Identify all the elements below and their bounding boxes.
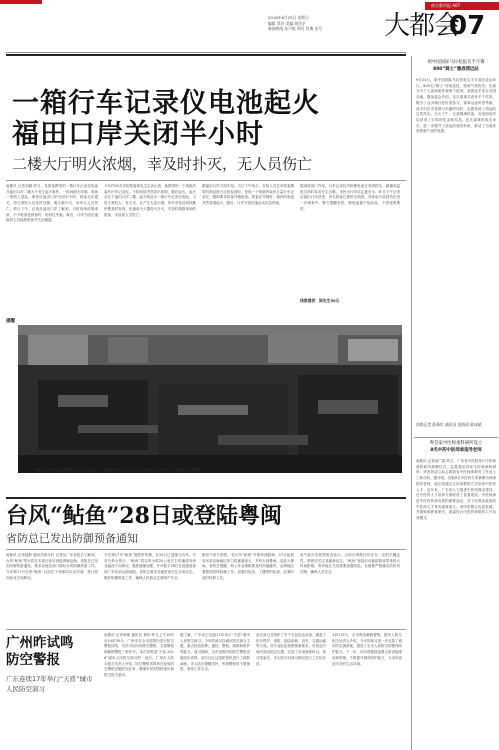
guangzhou-headline-line2: 防空警报	[6, 652, 60, 668]
guangzhou-column-2: 据了解，广东省已连续17年举行“天盾”城市人民防空演习。今年的演习以城市防空袭为主题，重点检验指挥、通信、警报、疏散和防护等能力。演习期间，全市范围内的防空警报设施同步试鸣，部分社区还组织居民进行了疏散演练。市人防办提醒市民，听到警报时不要惊慌，照常工作生活。	[180, 633, 250, 672]
typhoon-column-3: 据省气象台预报，受台风“鲇鱼”外围环流影响，27日起我省东部沿海地区风力将逐渐加大，并有大到暴雨、局部大暴雨。省防总提醒，海上作业渔船要及时回港避风，沿海地区要做好防风防潮工作，加强对危房、工棚等的检查，必要时及时转移人员。	[202, 553, 294, 580]
header-accent-bar	[0, 0, 42, 4]
guangzhou-column-4: 11时15分，全市鸣放解除警报。据市人防办相关负责人介绍，今年的演习进一步完善了城市防空袭预案，提高了全市人民防空的整体防护能力。下一步，该办将继续加强人防设施建设和管理，不断提升城市防护能力，为市民创造安全的生活环境。	[332, 633, 402, 666]
header-rule-thick	[6, 54, 406, 56]
section-badge	[425, 2, 499, 10]
guangzhou-lead: 广东连续17年举行“天盾”城市人民防空演习	[6, 675, 93, 693]
sidebar-top-header-line2: 800“骑士”激战清远站	[433, 66, 479, 72]
date-line: 2016年6月25日 星期日	[268, 15, 309, 20]
sidebar-top-credit: 南都记者 薛珠红 通讯员 聂海清 陈冰斌	[416, 422, 482, 427]
typhoon-column-1: 南都讯 记者陆斯 通讯员蒋永轩 记者从广东省防总了解到，台风“鲇鱼”预计将在本周日前后登陆粤闽沿海。省防总已发出防御预备通知，要求各地各部门做好台风防御准备工作。今年第17号台风“鲇鱼”目前位于菲律宾以东洋面，预计将向西北方向移动。	[6, 553, 98, 580]
main-headline	[12, 88, 402, 150]
typhoon-subheadline: 省防总已发出防御预备通知	[6, 532, 138, 545]
reminder-title: 提醒	[6, 319, 15, 324]
typhoon-column-4: 省气象台首席预报员表示，目前台风路径仍存在一定的不确定性，需密切关注其最新动态。“鲇鱼”登陆后可能给我省带来较大风雨影响，粤东地区尤其需要加强防范。各地要严格落实防汛责任制，确保人员安全。	[300, 553, 400, 575]
main-column-1: 南都讯 记者刘颖 昨日，有旅客携带的一箱行车记录仪电池在福田口岸二楼大厅发生起火事件，一时间明火浓烟，现场一度陷入混乱。事发后福田口岸关闭半小时，旅客无法通关。经过消防人员及时处置，明火被扑灭，所幸无人员伤亡。昨日下午，记者从福田口岸了解到，当时现场浓烟滚滚，不少旅客受到惊吓，纷纷往外跑。事后，口岸方面迅速组织人员疏散旅客并关闭通道。	[6, 184, 98, 223]
main-headline-line2: 福田口岸关闭半小时	[12, 119, 264, 150]
hotline-line: 新闻热线 东户报 尚付 包典 出号	[268, 26, 323, 32]
main-column-2: 今年约50多岁的旅客黄先生告诉记者，他携带的一个纸箱内装有行车记录仪，不知何故突然冒出浓烟，随后起火。起火点位于福田口岸二楼，起火物品为一箱行车记录仪电池，当时火势较大，有火光，且产生大量白烟。所幸安检员和执勤民警及时发现，迅速用灭火器将火扑灭，并及时疏散现场的旅客，未造成人员伤亡。	[104, 184, 196, 217]
main-column-3: 据福田口岸方面介绍，当日下午两点，安检人员在对旅客携带的物品进行过机检查时，发现一个纸箱内装有大量行车记录仪，随即要求旅客开箱检查。旅客在开箱时，箱内的电池突然冒烟起火。随后，口岸方面迅速启动应急预案。	[202, 184, 294, 206]
sidebar-bottom-header-line2: 8名中药中医师承指导老师	[430, 447, 482, 453]
section-title: 大都会	[384, 11, 460, 41]
section-divider	[6, 497, 406, 499]
sidebar-bottom-header	[416, 441, 496, 454]
main-subheadline: 二楼大厅明火浓烟，幸及时扑灭，无人员伤亡	[12, 155, 313, 173]
typhoon-headline: 台风“鲇鱼”28日或登陆粤闽	[6, 503, 282, 529]
sidebar-top-header-line1: 咱中国国际马拉松报名半月赛	[427, 60, 485, 65]
fire-scene-image	[18, 325, 402, 473]
typhoon-rule	[6, 549, 406, 550]
sidebar-divider	[411, 56, 412, 750]
guangzhou-column-1: 南都讯 记者章敏 通讯员 黄华 昨日上午10时至10时30分，广州市在全市范围内进行防空警报试鸣，市民可以听到预先警报、空袭警报和解除警报三种信号。本次试鸣是“天盾-2016”城市人民防空演习的一部分。广州市人防办相关负责人介绍，防空警报试鸣旨在检验防空警报设施的完好率，增强市民的国防意识和防空防灾意识。	[104, 633, 174, 677]
sidebar-top-body: 9月24日，咱中国国际马拉松报名半月赛在清远举行，800名“骑士”同场竞技，现场气氛热烈。比赛分为个人赛和团体赛两个组别，参赛选手来自全国各地。据组委会介绍，本次赛事共设有多个奖项，吸引了众多骑行爱好者参与。赛事沿途风景秀丽，选手们在享受骑行乐趣的同时，也感受到了清远的自然风光。当天下午，比赛圆满结束，各组别冠军均获得了丰厚的奖金和奖品。此次赛事的成功举办，进一步提升了清远的城市形象，推动了当地体育旅游产业的发展。	[416, 78, 496, 134]
guangzhou-column-3: 此次演习共组织了多个专业队伍参加，涵盖了医疗救护、消防、抢险抢修、治安、交通运输等方面。各专业队伍按照预案要求，在规定时间内到达指定位置，完成了各项演练科目。演习结束后，市人防办对演习情况进行了总结评估。	[256, 633, 326, 666]
fire-scene-photo	[18, 325, 402, 473]
sidebar-top-header	[416, 60, 496, 73]
main-headline-line1: 一箱行车记录仪电池起火	[12, 88, 320, 119]
header-rule	[6, 52, 406, 53]
main-column-4: 据消防部门介绍，行车记录仪内的锂电池在受到挤压、碰撞或温度过高时容易发生自燃，市民出行时应注意安全。昨日下午记者从福田口岸获悉，该名旅客已被带走调查，具体起火原因仍在进一步调查中。警方提醒市民，锂电池属于危险品，不得违规携带。	[300, 184, 400, 211]
section-badge-label: 南方都市报 A07	[431, 3, 461, 8]
section-page-number: 07	[449, 11, 486, 41]
sidebar-bottom-body: 南都讯 记者邱广霞 昨日，广东省中医院举行中医师承科研所揭牌仪式，这是我省首家中医师承科研所。该所的成立标志着我省中医师承教育工作迈上了新台阶。据介绍，首批8名中医药专家被聘为师承指导老师，他们将通过言传身教的方式培养中医药人才。近年来，广东省大力推进中医药强省建设，在中医药人才培养方面取得了显著成效。中医师承是中医药传承发展的重要途径，对于培养高素质的中医药人才具有重要意义。该所将整合优质资源，开展师承教育研究，探索符合中医药规律的人才培养模式。	[416, 459, 496, 521]
editor-line: 编辑 蔡玲 美编 胡茫茫	[268, 20, 306, 26]
article-rule	[6, 180, 406, 181]
sidebar-bottom-header-line1: 粤首家中医师承科研所设立	[429, 441, 483, 446]
guangzhou-headline-line1: 广州昨试鸣	[6, 635, 74, 651]
guangzhou-headline	[6, 635, 74, 669]
typhoon-column-2: 今年第17号“鲇鱼”强热带风暴，在25日已加强为台风。中央气象台预计，“鲇鱼”将以每小时20公里左右的速度向西北偏西方向移动，强度逐渐加强，并可能于28日在福建南部到广东东部沿海登陆。省防总要求各地密切关注台风动态，做好防御准备工作，确保人民群众生命财产安全。	[104, 553, 196, 580]
sidebar-rule	[414, 437, 498, 438]
tip-credit: 线索提供：陈先生50元	[300, 298, 340, 303]
date-block	[268, 15, 358, 32]
photo-caption: 一箱行李昨日在深圳福田口岸二楼大厅，消防员扑灭行车记录仪电池引发的火灾，消防部门供图	[32, 467, 200, 472]
guangzhou-rule	[6, 629, 406, 630]
